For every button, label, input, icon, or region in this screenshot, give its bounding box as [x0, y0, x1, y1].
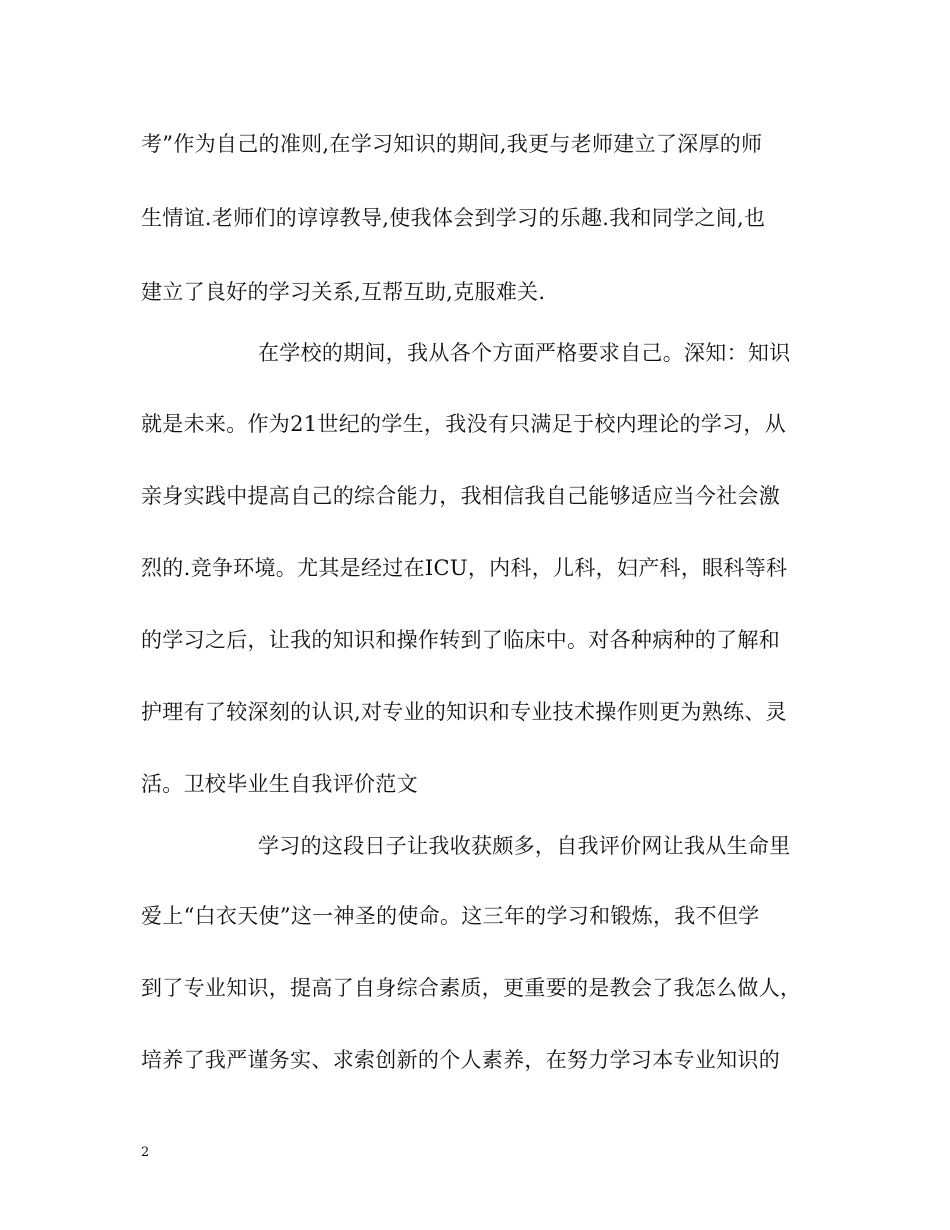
text-line-10: 活。卫校毕业生自我评价范文: [141, 772, 418, 796]
text-line-3: 建立了良好的学习关系,互帮互助,克服难关.: [141, 280, 546, 304]
text-line-2: 生情谊.老师们的谆谆教导,使我体会到学习的乐趣.我和同学之间,也: [141, 206, 766, 230]
paragraph-start-line: 学习的这段日子让我收获颇多，自我评价网让我从生命里: [258, 834, 791, 858]
text-line-6: 亲身实践中提高自己的综合能力，我相信我自己能够适应当今社会激: [141, 484, 780, 508]
text-line-9: 护理有了较深刻的认识,对专业的知识和专业技术操作则更为熟练、灵: [141, 700, 787, 724]
paragraph-start-line: 在学校的期间，我从各个方面严格要求自己。深知：知识: [258, 341, 791, 365]
text-line-12: 爱上“白衣天使”这一神圣的使命。这三年的学习和锻炼，我不但学: [141, 904, 760, 928]
text-line-1: 考”作为自己的准则,在学习知识的期间,我更与老师建立了深厚的师: [141, 132, 763, 156]
text-line-14: 培养了我严谨务实、求索创新的个人素养，在努力学习本专业知识的: [141, 1048, 780, 1072]
text-line-8: 的学习之后，让我的知识和操作转到了临床中。对各种病种的了解和: [141, 628, 780, 652]
text-line-7: 烈的.竞争环境。尤其是经过在ICU，内科，儿科，妇产科，眼科等科: [141, 556, 788, 580]
page-number: 2: [141, 1145, 150, 1160]
text-line-5: 就是未来。作为21世纪的学生，我没有只满足于校内理论的学习，从: [141, 412, 787, 436]
text-line-13: 到了专业知识，提高了自身综合素质，更重要的是教会了我怎么做人，: [141, 976, 802, 1000]
